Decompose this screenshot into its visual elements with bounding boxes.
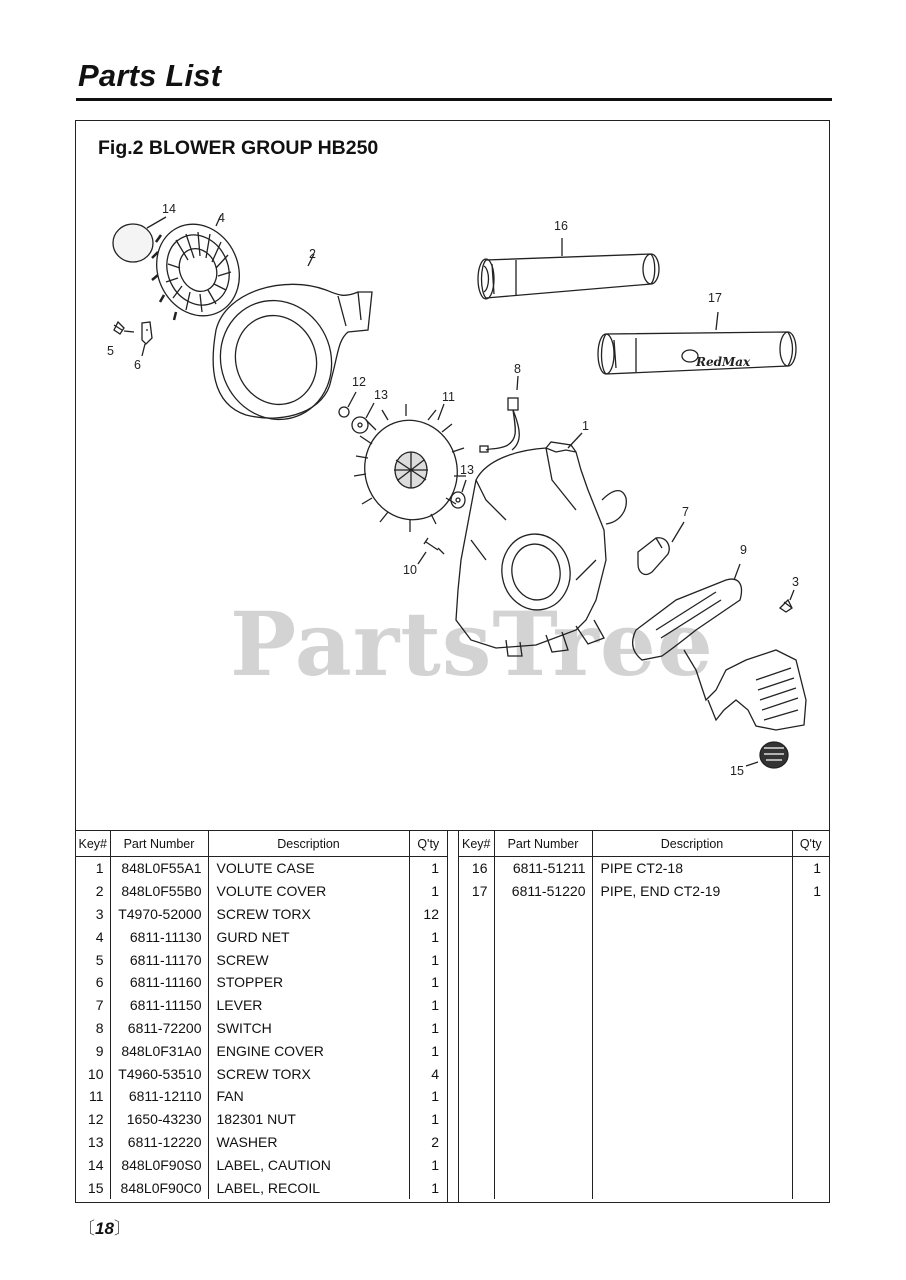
cell-qty <box>792 925 829 948</box>
cell-qty: 4 <box>431 1065 439 1082</box>
cell-description <box>592 1017 792 1040</box>
table-row <box>459 948 829 971</box>
table-row <box>76 1017 447 1040</box>
cell-qty: 1 <box>431 1111 439 1128</box>
callout-15: 15 <box>730 764 744 778</box>
cell-key: 7 <box>76 994 110 1017</box>
cell-part-number: 1650-43230 <box>110 1108 208 1131</box>
table-row <box>459 1085 829 1108</box>
cell-part-number: T4970-52000 <box>110 903 208 926</box>
part-5-screw <box>114 322 134 334</box>
table-separator-left <box>447 831 448 1203</box>
callout-11: 11 <box>442 390 455 404</box>
table-row <box>459 857 829 880</box>
table-row <box>459 1153 829 1176</box>
cell-key <box>459 903 494 926</box>
cell-key: 14 <box>76 1153 110 1176</box>
part-16-pipe <box>478 254 659 299</box>
cell-part-number <box>494 1108 592 1131</box>
table-row <box>76 1131 447 1154</box>
table-row <box>76 925 447 948</box>
cell-description <box>592 1085 792 1108</box>
cell-key <box>459 948 494 971</box>
cell-qty: 1 <box>431 928 439 945</box>
cell-qty: 1 <box>431 1156 439 1173</box>
cell-qty <box>792 1062 829 1085</box>
part-14-caution-label <box>113 224 153 262</box>
cell-qty: 2 <box>431 1133 439 1150</box>
part-4-guard-net <box>142 210 254 329</box>
table-row <box>459 1108 829 1131</box>
cell-key <box>459 971 494 994</box>
callout-13a: 13 <box>374 388 388 402</box>
header-part-number: Part Number <box>494 831 592 857</box>
table-row <box>76 1108 447 1131</box>
cell-key: 11 <box>76 1085 110 1108</box>
table-row <box>459 925 829 948</box>
callout-16: 16 <box>554 219 568 233</box>
header-part-number: Part Number <box>110 831 208 857</box>
cell-key: 5 <box>76 948 110 971</box>
cell-key: 16 <box>459 857 494 880</box>
cell-description <box>592 1108 792 1131</box>
table-header-row <box>459 831 829 857</box>
cell-qty <box>792 1108 829 1131</box>
callout-17: 17 <box>708 291 722 305</box>
cell-description <box>592 1153 792 1176</box>
cell-part-number: 6811-11170 <box>110 948 208 971</box>
cell-part-number: 6811-11130 <box>110 925 208 948</box>
cell-qty: 1 <box>431 1179 439 1196</box>
header-key: Key# <box>76 831 110 857</box>
callout-2: 2 <box>309 247 316 261</box>
cell-description <box>592 971 792 994</box>
cell-qty: 1 <box>431 1088 439 1105</box>
cell-part-number <box>494 1176 592 1199</box>
cell-qty: 1 <box>813 883 821 900</box>
cell-key: 6 <box>76 971 110 994</box>
cell-key: 12 <box>76 1108 110 1131</box>
cell-qty <box>792 948 829 971</box>
callout-8: 8 <box>514 362 521 376</box>
header-description: Description <box>208 831 409 857</box>
cell-description <box>592 1176 792 1199</box>
part-10-screw <box>424 538 444 554</box>
part-6-stopper <box>142 322 152 344</box>
cell-key: 1 <box>76 857 110 880</box>
cell-part-number: 6811-12220 <box>110 1131 208 1154</box>
cell-description: VOLUTE CASE <box>208 857 409 880</box>
part-2-volute-cover <box>204 284 372 435</box>
cell-part-number <box>494 1062 592 1085</box>
part-8-switch <box>480 398 519 452</box>
cell-description: STOPPER <box>208 971 409 994</box>
table-row <box>459 994 829 1017</box>
table-row <box>76 1153 447 1176</box>
cell-description: LABEL, RECOIL <box>208 1176 409 1199</box>
cell-description: WASHER <box>208 1131 409 1154</box>
cell-qty: 1 <box>431 860 439 877</box>
cell-key: 13 <box>76 1131 110 1154</box>
header-key: Key# <box>459 831 494 857</box>
table-row <box>459 1176 829 1199</box>
table-row <box>459 1039 829 1062</box>
cell-part-number: 848L0F55B0 <box>110 880 208 903</box>
page-number: 〔18〕 <box>78 1219 131 1238</box>
cell-qty: 1 <box>431 951 439 968</box>
cell-part-number: 6811-12110 <box>110 1085 208 1108</box>
table-row <box>76 948 447 971</box>
part-1-volute-case <box>456 442 626 656</box>
cell-description: LEVER <box>208 994 409 1017</box>
callout-1: 1 <box>582 419 589 433</box>
table-row <box>459 971 829 994</box>
cell-part-number <box>494 1153 592 1176</box>
header-qty: Q'ty <box>409 831 447 857</box>
cell-key: 8 <box>76 1017 110 1040</box>
cell-part-number: T4960-53510 <box>110 1062 208 1085</box>
cell-key: 3 <box>76 903 110 926</box>
cell-part-number: 6811-72200 <box>110 1017 208 1040</box>
cell-description <box>592 1039 792 1062</box>
callout-3: 3 <box>792 575 799 589</box>
cell-key: 17 <box>459 880 494 903</box>
part-13-washer <box>352 417 368 433</box>
cell-description: SWITCH <box>208 1017 409 1040</box>
cell-part-number: 848L0F90S0 <box>110 1153 208 1176</box>
part-3-screw <box>780 600 792 612</box>
table-row <box>76 1176 447 1199</box>
callout-4: 4 <box>218 211 225 225</box>
cell-key <box>459 1017 494 1040</box>
cell-part-number <box>494 925 592 948</box>
table-row <box>76 857 447 880</box>
cell-part-number <box>494 994 592 1017</box>
cell-part-number: 6811-11160 <box>110 971 208 994</box>
callout-5: 5 <box>107 344 114 358</box>
cell-qty: 1 <box>431 1042 439 1059</box>
cell-key <box>459 925 494 948</box>
table-row <box>76 880 447 903</box>
cell-key <box>459 1039 494 1062</box>
cell-key: 9 <box>76 1039 110 1062</box>
header-qty: Q'ty <box>792 831 829 857</box>
cell-description: PIPE CT2-18 <box>592 857 792 880</box>
callout-6: 6 <box>134 358 141 372</box>
table-row <box>459 1131 829 1154</box>
cell-key <box>459 994 494 1017</box>
cell-qty <box>792 1153 829 1176</box>
cell-description <box>592 994 792 1017</box>
table-row <box>76 1039 447 1062</box>
table-header-row <box>76 831 447 857</box>
cell-key: 4 <box>76 925 110 948</box>
table-row <box>459 1017 829 1040</box>
cell-description <box>592 903 792 926</box>
cell-part-number <box>494 948 592 971</box>
watermark: PartsTree <box>230 592 714 696</box>
cell-qty <box>792 1039 829 1062</box>
cell-description: SCREW TORX <box>208 1062 409 1085</box>
cell-part-number <box>494 1017 592 1040</box>
cell-qty: 1 <box>431 1019 439 1036</box>
exploded-parts-diagram <box>76 180 829 830</box>
callout-13b: 13 <box>460 463 474 477</box>
callout-7: 7 <box>682 505 689 519</box>
table-row <box>459 1062 829 1085</box>
cell-description: FAN <box>208 1085 409 1108</box>
cell-description: LABEL, CAUTION <box>208 1153 409 1176</box>
cell-part-number: 6811-11150 <box>110 994 208 1017</box>
cell-description: ENGINE COVER <box>208 1039 409 1062</box>
part-9-engine-cover <box>633 579 806 730</box>
page-number-value: 18 <box>95 1219 114 1238</box>
part-11-fan <box>354 404 469 532</box>
cell-description: VOLUTE COVER <box>208 880 409 903</box>
cell-part-number <box>494 971 592 994</box>
table-row <box>76 903 447 926</box>
cell-qty: 1 <box>431 883 439 900</box>
part-7-lever <box>638 538 669 575</box>
table-row <box>459 903 829 926</box>
cell-description: SCREW <box>208 948 409 971</box>
brand-logo: RedMax <box>696 355 751 369</box>
cell-description: SCREW TORX <box>208 903 409 926</box>
callout-12: 12 <box>352 375 366 389</box>
cell-part-number <box>494 903 592 926</box>
cell-key <box>459 1131 494 1154</box>
cell-key: 10 <box>76 1062 110 1085</box>
cell-description: PIPE, END CT2-19 <box>592 880 792 903</box>
parts-table-right <box>459 831 829 1199</box>
cell-qty <box>792 971 829 994</box>
cell-qty <box>792 1085 829 1108</box>
title-rule <box>76 98 832 101</box>
cell-description <box>592 948 792 971</box>
cell-qty: 1 <box>431 974 439 991</box>
callout-10: 10 <box>403 563 417 577</box>
cell-part-number: 848L0F31A0 <box>110 1039 208 1062</box>
cell-key <box>459 1085 494 1108</box>
part-12-nut <box>339 407 349 417</box>
cell-qty <box>792 1131 829 1154</box>
table-row <box>76 971 447 994</box>
table-row <box>459 880 829 903</box>
cell-key: 2 <box>76 880 110 903</box>
cell-qty <box>792 1017 829 1040</box>
cell-key: 15 <box>76 1176 110 1199</box>
callout-9: 9 <box>740 543 747 557</box>
cell-part-number <box>494 1085 592 1108</box>
cell-key <box>459 1062 494 1085</box>
cell-key <box>459 1153 494 1176</box>
cell-part-number: 6811-51211 <box>494 857 592 880</box>
table-row <box>76 1085 447 1108</box>
cell-part-number <box>494 1131 592 1154</box>
cell-part-number: 848L0F55A1 <box>110 857 208 880</box>
table-row <box>76 1062 447 1085</box>
header-description: Description <box>592 831 792 857</box>
cell-description: 182301 NUT <box>208 1108 409 1131</box>
cell-qty: 12 <box>423 905 439 922</box>
cell-part-number: 6811-51220 <box>494 880 592 903</box>
cell-description <box>592 925 792 948</box>
table-row <box>76 994 447 1017</box>
cell-key <box>459 1108 494 1131</box>
cell-part-number: 848L0F90C0 <box>110 1176 208 1199</box>
cell-description <box>592 1131 792 1154</box>
page-title: Parts List <box>78 58 222 93</box>
cell-qty: 1 <box>431 997 439 1014</box>
cell-key <box>459 1176 494 1199</box>
callout-14: 14 <box>162 202 176 216</box>
cell-qty: 1 <box>813 860 821 877</box>
cell-description <box>592 1062 792 1085</box>
cell-description: GURD NET <box>208 925 409 948</box>
cell-qty <box>792 1176 829 1199</box>
cell-part-number <box>494 1039 592 1062</box>
cell-qty <box>792 903 829 926</box>
parts-table-left <box>76 831 447 1199</box>
figure-title: Fig.2 BLOWER GROUP HB250 <box>98 137 379 159</box>
part-15-recoil-label <box>760 742 788 768</box>
cell-qty <box>792 994 829 1017</box>
